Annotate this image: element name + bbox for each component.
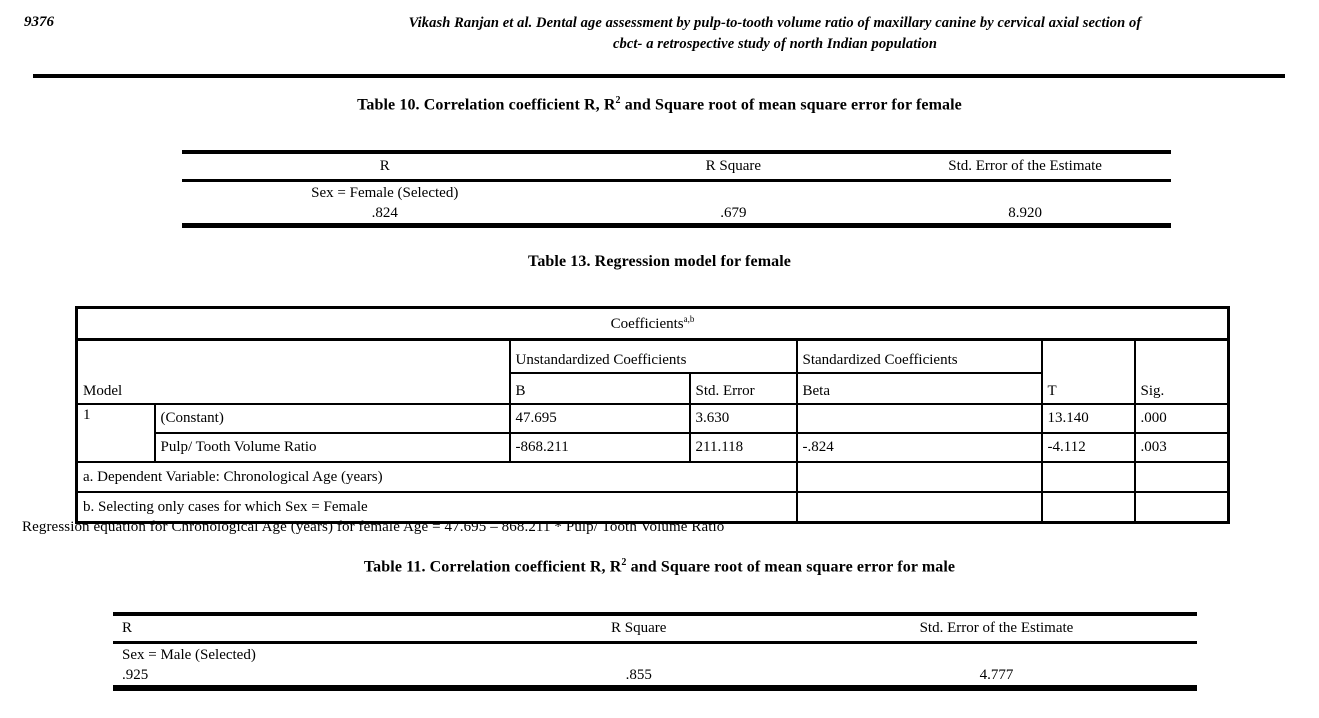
cell-ratio-beta: -.824 — [797, 433, 1042, 462]
cell-constant-beta — [797, 404, 1042, 433]
cell-ratio-std-error: 211.118 — [690, 433, 797, 462]
cell-constant-predictor: (Constant) — [155, 404, 510, 433]
table11-value-std-error: 4.777 — [979, 666, 1014, 683]
table13-header-std-error: Std. Error — [690, 373, 797, 404]
cell-ratio-t: -4.112 — [1042, 433, 1135, 462]
cell-constant-sig: .000 — [1135, 404, 1229, 433]
table11-value-r: .925 — [122, 666, 149, 683]
coefficients-caption-row — [77, 308, 1229, 340]
running-head-line2: cbct- a retrospective study of north Indian population — [612, 36, 937, 52]
table11-header-std-error: Std. Error of the Estimate — [796, 614, 1197, 643]
cell-constant-t: 13.140 — [1042, 404, 1135, 433]
table11-values-row — [113, 665, 1197, 688]
cell-model-number: 1 — [77, 404, 155, 462]
regression-equation: Regression equation for Chronological Age (years) for female Age = 47.695 – 868.211 * Pulp/ Tooth Volume Ratio — [22, 519, 725, 535]
table13-header-t: T — [1042, 340, 1135, 405]
table11 — [113, 612, 1197, 691]
table13-header-beta: Beta — [797, 373, 1042, 404]
cell-constant-std-error: 3.630 — [690, 404, 797, 433]
table10-value-std-error: 8.920 — [1008, 204, 1042, 221]
running-head-line1: Vikash Ranjan et al. Dental age assessment by pulp-to-tooth volume ratio of maxillary canine by cervical axial section of — [408, 15, 1142, 31]
page-number: 9376 — [24, 14, 54, 30]
table11-value-r-square: .855 — [625, 666, 652, 683]
running-head — [240, 13, 1310, 55]
table11-selection-label: Sex = Male (Selected) — [122, 647, 256, 663]
table13-footnote-a: a. Dependent Variable: Chronological Age (years) — [77, 462, 797, 492]
coefficients-caption: Coefficients$^{a,b}$ — [77, 308, 1229, 340]
table11-header-r-square: R Square — [482, 614, 796, 643]
table13-header-model: Model — [77, 340, 510, 405]
table13-footnote-b: b. Selecting only cases for which Sex = Female — [77, 492, 797, 523]
table13-header-b: B — [510, 373, 690, 404]
table13-title: Table 13. Regression model for female — [528, 253, 791, 270]
table10-values-row — [182, 203, 1171, 226]
cell-ratio-sig: .003 — [1135, 433, 1229, 462]
table13-coefficients — [75, 306, 1230, 524]
cell-constant-b: 47.695 — [510, 404, 690, 433]
cell-ratio-b: -868.211 — [510, 433, 690, 462]
header-rule — [33, 74, 1285, 78]
table13-header-row-1 — [77, 340, 1229, 374]
table11-header-row — [113, 614, 1197, 643]
table11-selection-row — [113, 643, 1197, 666]
cell-ratio-predictor: Pulp/ Tooth Volume Ratio — [155, 433, 510, 462]
table10-value-r-square: .679 — [720, 204, 747, 221]
table13-header-sig: Sig. — [1135, 340, 1229, 405]
table10-value-r: .824 — [371, 204, 398, 221]
table13-header-unstandardized: Unstandardized Coefficients — [510, 340, 797, 374]
table10-selection-row — [182, 181, 1171, 204]
table13-row-ratio — [77, 433, 1229, 462]
table13-footnote-a-row — [77, 462, 1229, 492]
table10-header-std-error: Std. Error of the Estimate — [879, 152, 1171, 181]
table10-header-row — [182, 152, 1171, 181]
table13-footnote-b-row — [77, 492, 1229, 523]
table10-title: Table 10. Correlation coefficient R, $R^2$ and Square root of mean square error for female — [357, 95, 962, 114]
table13-row-constant — [77, 404, 1229, 433]
table10 — [182, 150, 1171, 228]
table10-selection-label: Sex = Female (Selected) — [311, 185, 459, 201]
table11-header-r: R — [113, 614, 482, 643]
table13-header-standardized: Standardized Coefficients — [797, 340, 1042, 374]
table10-header-r-square: R Square — [587, 152, 879, 181]
table11-title: Table 11. Correlation coefficient R, $R^2$ and Square root of mean square error for male — [363, 557, 956, 576]
table10-header-r: R — [182, 152, 587, 181]
